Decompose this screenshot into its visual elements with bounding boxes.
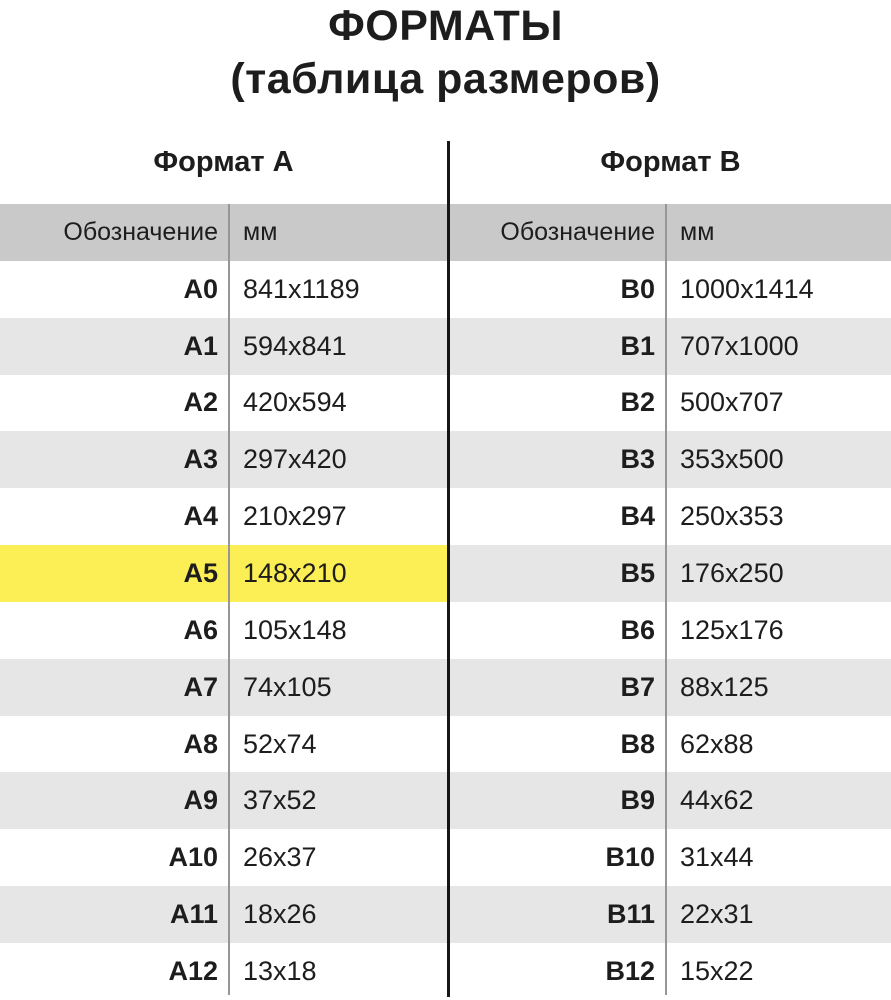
format-b-header-row [450, 204, 891, 261]
table-row-b0 [450, 261, 891, 318]
table-row-a9 [0, 772, 447, 829]
format-b-heading: Формат B [600, 146, 741, 178]
format-size-mm: 74x105 [243, 671, 332, 702]
format-label: A6 [183, 614, 218, 645]
format-label: A3 [183, 444, 218, 475]
table-row-b4 [450, 488, 891, 545]
format-size-mm: 841x1189 [243, 273, 360, 304]
table-row-a8 [0, 716, 447, 773]
format-label: A9 [183, 785, 218, 816]
center-divider-line [447, 141, 450, 997]
format-label: A11 [169, 899, 218, 930]
page-title-line2: (таблица размеров) [230, 55, 661, 103]
format-label: A4 [183, 501, 218, 532]
table-row-a1 [0, 318, 447, 375]
format-label: B2 [620, 387, 655, 418]
format-label: A8 [183, 728, 218, 759]
table-row-b9 [450, 772, 891, 829]
format-label: B11 [606, 899, 655, 930]
format-size-mm: 44x62 [680, 785, 754, 816]
format-size-mm: 13x18 [243, 955, 317, 986]
format-size-mm: 22x31 [680, 899, 754, 930]
table-row-b12 [450, 943, 891, 1000]
format-label: A5 [183, 557, 218, 588]
page-title [0, 0, 891, 106]
table-row-a0 [0, 261, 447, 318]
format-label: A0 [183, 273, 218, 304]
format-size-mm: 1000x1414 [680, 273, 814, 304]
format-label: A2 [183, 387, 218, 418]
format-a-column-divider-line [228, 204, 230, 995]
format-a-table [0, 204, 447, 1000]
format-size-mm: 148x210 [243, 557, 347, 588]
table-row-b2 [450, 375, 891, 432]
format-size-mm: 420x594 [243, 387, 347, 418]
format-label: B3 [620, 444, 655, 475]
format-label: B5 [620, 557, 655, 588]
table-row-a10 [0, 829, 447, 886]
format-label: B6 [620, 614, 655, 645]
format-label: B9 [620, 785, 655, 816]
format-label: A12 [168, 955, 218, 986]
format-label: B4 [620, 501, 655, 532]
column-header-designation: Обозначение [500, 217, 655, 246]
format-size-mm: 88x125 [680, 671, 769, 702]
format-label: B10 [605, 842, 655, 873]
format-label: B7 [620, 671, 655, 702]
format-label: A7 [183, 671, 218, 702]
format-size-mm: 707x1000 [680, 330, 799, 361]
format-label: B12 [605, 955, 655, 986]
table-row-a3 [0, 431, 447, 488]
column-header-mm: мм [680, 217, 715, 246]
format-size-mm: 250x353 [680, 501, 784, 532]
format-label: B8 [620, 728, 655, 759]
column-header-mm: мм [243, 217, 278, 246]
table-row-a12 [0, 943, 447, 1000]
table-row-b6 [450, 602, 891, 659]
format-label: A1 [183, 330, 218, 361]
format-size-mm: 353x500 [680, 444, 784, 475]
table-row-a2 [0, 375, 447, 432]
format-size-mm: 37x52 [243, 785, 317, 816]
format-size-mm: 52x74 [243, 728, 317, 759]
table-row-a11 [0, 886, 447, 943]
table-row-a5-highlighted [0, 545, 447, 602]
table-row-b3 [450, 431, 891, 488]
table-row-a4 [0, 488, 447, 545]
table-row-b8 [450, 716, 891, 773]
format-size-mm: 105x148 [243, 614, 347, 645]
page-title-line1: ФОРМАТЫ [328, 2, 563, 50]
table-row-b5 [450, 545, 891, 602]
format-size-mm: 594x841 [243, 330, 347, 361]
format-a-header-row [0, 204, 447, 261]
table-row-a7 [0, 659, 447, 716]
format-size-mm: 500x707 [680, 387, 784, 418]
format-b-column-divider-line [665, 204, 667, 995]
format-size-mm: 31x44 [680, 842, 754, 873]
format-size-mm: 26x37 [243, 842, 317, 873]
table-row-b1 [450, 318, 891, 375]
format-label: A10 [168, 842, 218, 873]
format-size-mm: 125x176 [680, 614, 784, 645]
table-row-b7 [450, 659, 891, 716]
format-a-heading: Формат А [153, 146, 294, 178]
format-size-mm: 176x250 [680, 557, 784, 588]
table-row-b10 [450, 829, 891, 886]
format-size-mm: 210x297 [243, 501, 347, 532]
format-b-table [450, 204, 891, 1000]
format-size-mm: 62x88 [680, 728, 754, 759]
column-header-designation: Обозначение [63, 217, 218, 246]
format-size-mm: 297x420 [243, 444, 347, 475]
format-size-mm: 18x26 [243, 899, 317, 930]
table-row-a6 [0, 602, 447, 659]
format-label: B0 [620, 273, 655, 304]
table-row-b11 [450, 886, 891, 943]
format-label: B1 [620, 330, 655, 361]
format-size-mm: 15x22 [680, 955, 754, 986]
